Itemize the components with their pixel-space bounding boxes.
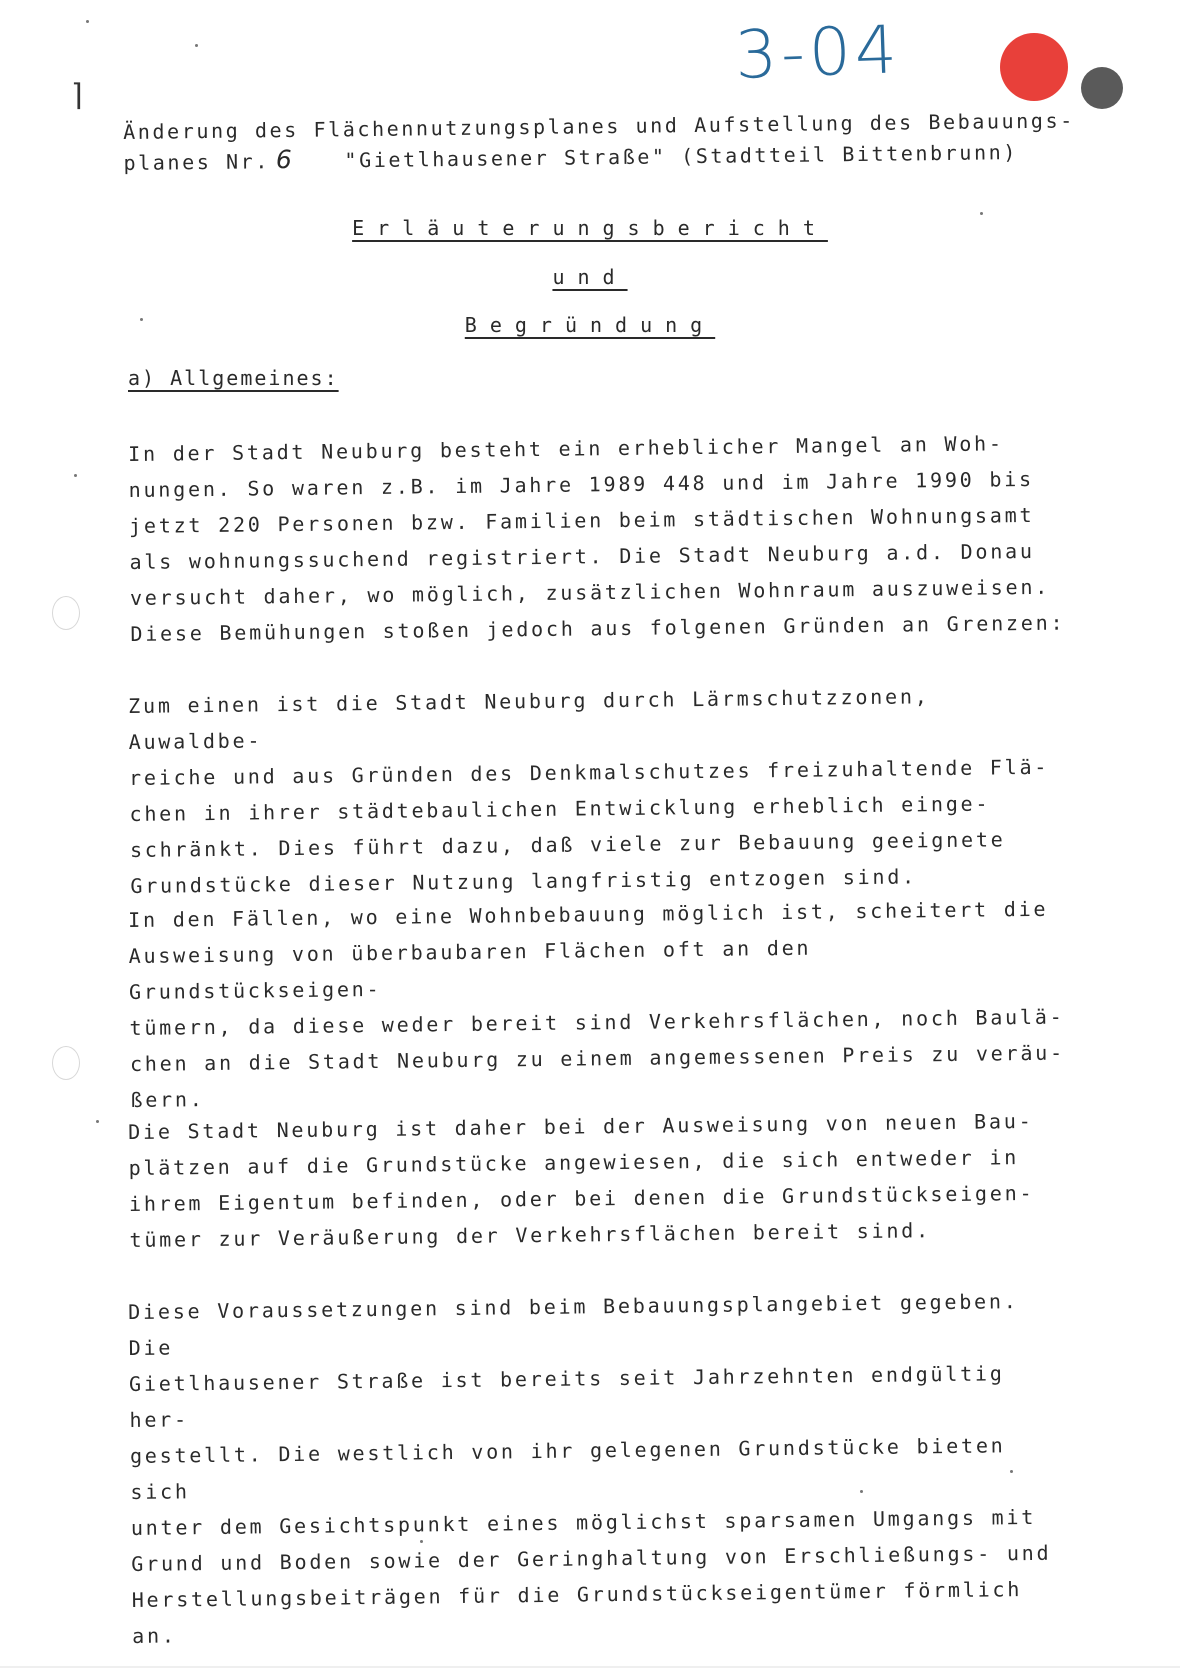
document-subtitle: Begründung xyxy=(464,313,716,337)
handwritten-stamp-code: 3-04 xyxy=(733,11,903,94)
document-title: Erläuterungsbericht xyxy=(352,216,828,240)
text-line: plätzen auf die Grundstücke angewiesen, die sich entweder in xyxy=(128,1145,1020,1180)
text-line: In der Stadt Neuburg besteht ein erheblicher Mangel an Woh- xyxy=(128,431,1004,466)
text-line: Gietlhausener Straße ist bereits seit Jahrzehnten endgültig her- xyxy=(128,1361,1005,1432)
header-plan-title: "Gietlhausener Straße" (Stadtteil Bittenbrunn) xyxy=(344,140,1019,173)
text-line: als wohnungssuchend registriert. Die Stadt Neuburg a.d. Donau xyxy=(129,538,1035,574)
scan-speck xyxy=(980,212,983,215)
text-line: reiche und aus Gründen des Denkmalschutzes freizuhaltende Flä- xyxy=(128,754,1050,790)
text-line: schränkt. Dies führt dazu, daß viele zur Bebauung geeignete xyxy=(129,827,1006,862)
paragraph-3 xyxy=(128,891,1071,1118)
text-line: chen in ihrer städtebaulichen Entwicklung erheblich einge- xyxy=(129,791,991,826)
red-marker-dot xyxy=(1000,33,1068,101)
text-line: Herstellungsbeiträgen für die Grundstückseigentümer förmlich an. xyxy=(131,1577,1023,1648)
text-line: Grundstücke dieser Nutzung langfristig entzogen sind. xyxy=(130,864,918,898)
scan-speck xyxy=(86,20,89,23)
text-line: Diese Bemühungen stoßen jedoch aus folgenen Gründen an Grenzen: xyxy=(130,610,1066,646)
document-header xyxy=(123,106,1084,178)
section-heading: a) Allgemeines: xyxy=(128,366,339,390)
header-plan-label: planes Nr. xyxy=(123,149,271,175)
text-line: jetzt 220 Personen bzw. Familien beim städtischen Wohnungsamt xyxy=(128,502,1035,538)
grey-marker-dot xyxy=(1081,67,1123,109)
punch-hole-bottom xyxy=(52,1046,80,1080)
text-line: gestellt. Die westlich von ihr gelegenen Grundstücke bieten sich xyxy=(129,1433,1006,1504)
text-line: Diese Voraussetzungen sind beim Bebauungsplangebiet gegeben. Die xyxy=(128,1289,1019,1360)
scan-speck xyxy=(74,474,77,477)
scan-speck xyxy=(195,44,198,47)
paragraph-4 xyxy=(128,1103,1070,1258)
text-line: unter dem Gesichtspunkt eines möglichst sparsamen Umgangs mit xyxy=(130,1504,1037,1540)
text-line: nungen. So waren z.B. im Jahre 1989 448 und im Jahre 1990 bis xyxy=(128,466,1035,502)
title-conjunction: und xyxy=(552,265,628,289)
paragraph-2 xyxy=(128,677,1071,904)
text-line: tümer zur Veräußerung der Verkehrsflächen bereit sind. xyxy=(129,1218,932,1252)
text-line: Zum einen ist die Stadt Neuburg durch Lärmschutzzonen, Auwaldbe- xyxy=(128,684,930,754)
plan-number-handwritten: 6 xyxy=(275,144,295,175)
text-line: tümern, da diese weder bereit sind Verkehrsflächen, noch Baulä- xyxy=(129,1004,1065,1040)
scan-speck xyxy=(96,1120,99,1123)
text-line: In den Fällen, wo eine Wohnbebauung möglich ist, scheitert die xyxy=(128,896,1049,932)
paragraph-5 xyxy=(128,1283,1072,1654)
binder-bracket-mark: ⌉ xyxy=(71,78,83,113)
text-line: Ausweisung von überbaubaren Flächen oft an den Grundstückseigen- xyxy=(128,935,812,1004)
text-line: Die Stadt Neuburg ist daher bei der Ausweisung von neuen Bau- xyxy=(128,1108,1034,1144)
text-line: Grund und Boden sowie der Geringhaltung von Erschließungs- und xyxy=(131,1540,1052,1576)
text-line: ihrem Eigentum befinden, oder bei denen die Grundstückseigen- xyxy=(128,1180,1035,1216)
punch-hole-top xyxy=(52,596,80,630)
text-line: ßern. xyxy=(130,1087,205,1112)
text-line: versucht daher, wo möglich, zusätzlichen Wohnraum auszuweisen. xyxy=(129,574,1051,610)
header-line-1: Änderung des Flächennutzungsplanes und Aufstellung des Bebauungs- xyxy=(123,108,1075,144)
text-line: chen an die Stadt Neuburg zu einem angemessenen Preis zu veräu- xyxy=(129,1040,1066,1076)
paragraph-1 xyxy=(128,425,1071,652)
